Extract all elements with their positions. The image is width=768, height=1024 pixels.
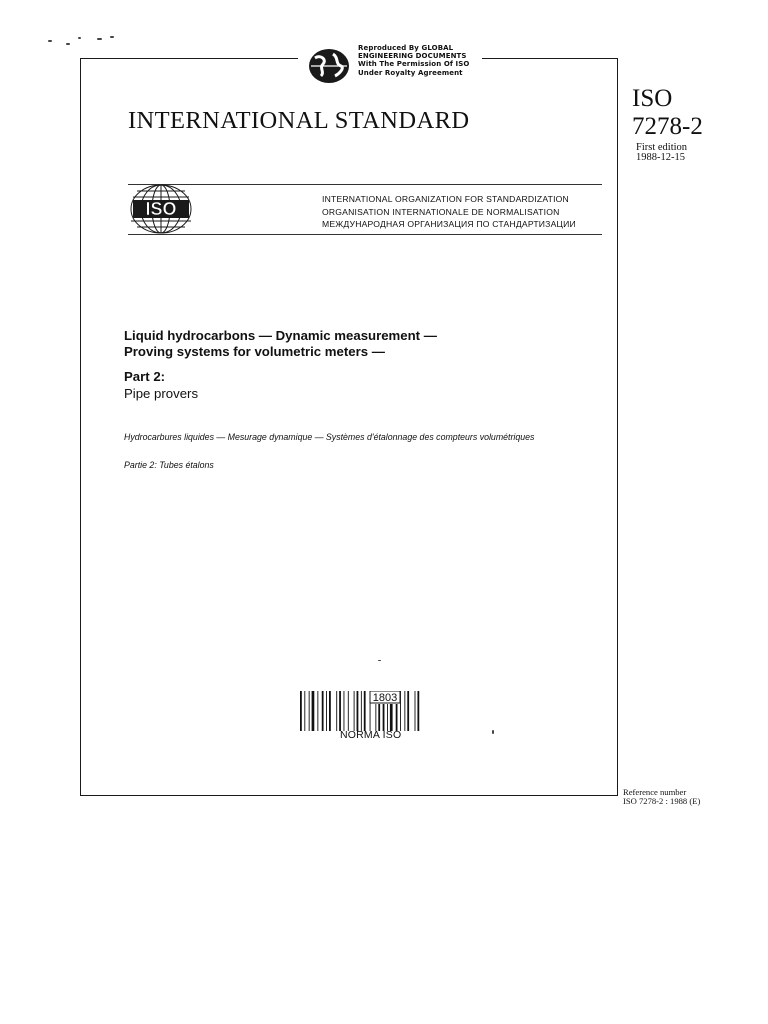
barcode-bar [354, 691, 355, 731]
part-title: Pipe provers [124, 386, 199, 401]
barcode-bar [312, 691, 315, 731]
reference-label: Reference number [623, 787, 687, 797]
barcode-icon [298, 691, 458, 733]
barcode-bar [304, 691, 305, 731]
iso-logo-icon [127, 183, 195, 235]
scan-speck [110, 36, 114, 38]
barcode-bar [326, 691, 327, 731]
barcode-bar [322, 691, 324, 731]
barcode-bar [344, 691, 345, 731]
barcode-number: 1803 [372, 692, 398, 704]
barcode-bar [407, 691, 409, 731]
barcode-bar [300, 691, 302, 731]
document-title-line: Liquid hydrocarbons — Dynamic measurement — [124, 328, 437, 343]
divider-bottom [128, 234, 602, 235]
scan-speck [48, 40, 52, 42]
reproduction-notice [358, 44, 469, 77]
reproduction-line: Reproduced By GLOBAL [358, 44, 454, 52]
org-name-en: INTERNATIONAL ORGANIZATION FOR STANDARDIZATION [322, 194, 569, 204]
barcode-bar [361, 691, 362, 731]
barcode-bar [348, 691, 349, 731]
barcode-bar [339, 691, 341, 731]
reproduction-line: ENGINEERING DOCUMENTS [358, 52, 467, 61]
page-title: INTERNATIONAL STANDARD [128, 107, 470, 134]
reference-number: ISO 7278-2 : 1988 (E) [623, 796, 701, 806]
reproduction-line: Under Royalty Agreement [358, 68, 463, 77]
globe-logo-icon [305, 46, 353, 86]
barcode-bar [357, 691, 359, 731]
barcode-bar [396, 704, 398, 731]
barcode-bar [375, 704, 376, 731]
french-title: Hydrocarbures liquides — Mesurage dynamique — Systèmes d'étalonnage des compteurs volumétriques [124, 432, 535, 442]
divider-top [128, 184, 602, 185]
designation-org: ISO [632, 85, 673, 112]
edition-label: First edition [636, 142, 688, 153]
barcode-bar [417, 691, 419, 731]
barcode-bar [329, 691, 331, 731]
barcode-bar [309, 691, 310, 731]
barcode-bar [415, 691, 416, 731]
barcode-bar [336, 691, 337, 731]
barcode-bar [387, 704, 388, 731]
barcode-caption: NORMA ISO [340, 729, 402, 741]
part-label: Part 2: [124, 369, 166, 384]
barcode-bar [317, 691, 318, 731]
org-name-fr: ORGANISATION INTERNATIONALE DE NORMALISATION [322, 206, 560, 217]
reproduction-line: With The Permission Of ISO [358, 60, 470, 69]
scan-speck [78, 37, 81, 39]
scan-speck [66, 43, 70, 45]
edition-date: 1988-12-15 [636, 152, 685, 163]
scan-speck [97, 38, 102, 40]
document-title [124, 328, 437, 360]
document-title-line: Proving systems for volumetric meters — [124, 344, 385, 359]
barcode-bar [390, 704, 393, 731]
french-part-title: Partie 2: Tubes étalons [124, 460, 214, 470]
designation-number: 7278-2 [632, 113, 703, 140]
organization-names [322, 193, 576, 231]
barcode-bar [364, 691, 366, 731]
org-name-ru: МЕЖДУНАРОДНАЯ ОРГАНИЗАЦИЯ ПО СТАНДАРТИЗАЦИИ [322, 219, 576, 229]
barcode-bar [383, 704, 385, 731]
iso-logo-text: ISO [145, 199, 177, 219]
document-frame [80, 58, 618, 796]
barcode-bar [404, 691, 405, 731]
barcode-bar [378, 704, 380, 731]
